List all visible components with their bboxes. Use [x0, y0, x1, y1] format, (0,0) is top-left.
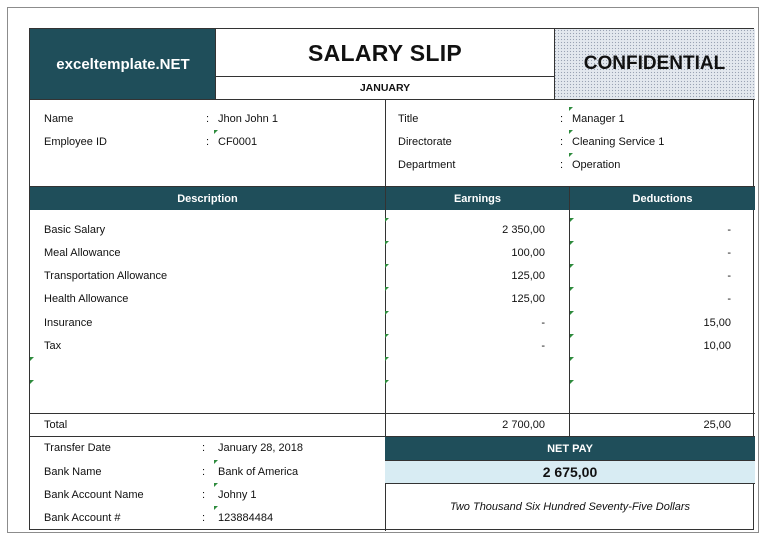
row-earnings: 2 350,00	[502, 224, 545, 236]
cell-marker	[385, 334, 389, 338]
cell-marker	[214, 483, 218, 487]
row-deductions: -	[727, 270, 731, 282]
net-pay-in-words: Two Thousand Six Hundred Seventy-Five Dollars	[449, 501, 691, 513]
deductions-header: Deductions	[570, 187, 755, 210]
bank-account-number-value: 123884484	[218, 512, 274, 524]
cell-marker	[214, 506, 218, 510]
row-description: Transportation Allowance	[44, 270, 168, 282]
divider	[30, 413, 755, 414]
cell-marker	[385, 357, 389, 361]
brand-logo: exceltemplate.NET	[30, 29, 216, 99]
row-earnings: 100,00	[511, 247, 545, 259]
bank-name-value: Bank of America	[218, 466, 299, 478]
cell-marker	[30, 380, 34, 384]
transfer-date-value: January 28, 2018	[218, 442, 304, 454]
cell-marker	[385, 311, 389, 315]
colon: :	[206, 136, 210, 148]
bank-name-label: Bank Name	[44, 466, 102, 478]
row-deductions: -	[727, 224, 731, 236]
row-description: Basic Salary	[44, 224, 106, 236]
colon: :	[560, 136, 564, 148]
colon: :	[202, 466, 206, 478]
employee-id-value: CF0001	[218, 136, 258, 148]
colon: :	[202, 442, 206, 454]
divider	[30, 99, 755, 100]
divider	[554, 29, 555, 99]
salary-slip	[29, 28, 754, 530]
cell-marker	[570, 264, 574, 268]
cell-marker	[30, 357, 34, 361]
row-earnings: 125,00	[511, 270, 545, 282]
department-value: Operation	[572, 159, 621, 171]
cell-marker	[569, 130, 573, 134]
department-label: Department	[398, 159, 456, 171]
page-frame	[7, 7, 759, 533]
total-label: Total	[44, 419, 68, 431]
cell-marker	[569, 153, 573, 157]
row-description: Meal Allowance	[44, 247, 121, 259]
title-value: Manager 1	[572, 113, 625, 125]
cell-marker	[385, 241, 389, 245]
confidential-stamp: CONFIDENTIAL	[554, 29, 755, 99]
row-earnings: 125,00	[511, 293, 545, 305]
row-description: Health Allowance	[44, 293, 129, 305]
row-description: Tax	[44, 340, 62, 352]
row-deductions: -	[727, 293, 731, 305]
divider	[216, 76, 554, 77]
transfer-date-label: Transfer Date	[44, 442, 111, 454]
cell-marker	[385, 287, 389, 291]
cell-marker	[570, 241, 574, 245]
total-deductions: 25,00	[703, 419, 731, 431]
title-label: Title	[398, 113, 419, 125]
cell-marker	[570, 334, 574, 338]
divider	[215, 29, 216, 99]
cell-marker	[214, 460, 218, 464]
cell-marker	[570, 287, 574, 291]
divider	[30, 186, 755, 187]
cell-marker	[214, 130, 218, 134]
name-label: Name	[44, 113, 74, 125]
slip-title: SALARY SLIP	[307, 39, 463, 66]
employee-id-label: Employee ID	[44, 136, 107, 148]
row-deductions: -	[727, 247, 731, 259]
cell-marker	[570, 311, 574, 315]
bank-account-name-label: Bank Account Name	[44, 489, 144, 501]
colon: :	[202, 512, 206, 524]
cell-marker	[385, 380, 389, 384]
name-value: Jhon John 1	[218, 113, 278, 125]
directorate-value: Cleaning Service 1	[572, 136, 665, 148]
net-pay-header: NET PAY	[385, 437, 755, 460]
slip-month: JANUARY	[359, 82, 411, 94]
cell-marker	[569, 107, 573, 111]
colon: :	[206, 113, 210, 125]
colon: :	[202, 489, 206, 501]
total-earnings: 2 700,00	[502, 419, 545, 431]
row-deductions: 15,00	[703, 317, 731, 329]
directorate-label: Directorate	[398, 136, 452, 148]
colon: :	[560, 159, 564, 171]
description-header: Description	[30, 187, 385, 210]
row-description: Insurance	[44, 317, 93, 329]
row-deductions: 10,00	[703, 340, 731, 352]
cell-marker	[570, 380, 574, 384]
cell-marker	[570, 357, 574, 361]
row-earnings: -	[541, 340, 545, 352]
bank-account-number-label: Bank Account #	[44, 512, 121, 524]
cell-marker	[385, 264, 389, 268]
earnings-header: Earnings	[386, 187, 569, 210]
bank-account-name-value: Johny 1	[218, 489, 257, 501]
cell-marker	[385, 218, 389, 222]
colon: :	[560, 113, 564, 125]
net-pay-value: 2 675,00	[385, 461, 755, 483]
row-earnings: -	[541, 317, 545, 329]
divider	[385, 99, 386, 187]
cell-marker	[570, 218, 574, 222]
